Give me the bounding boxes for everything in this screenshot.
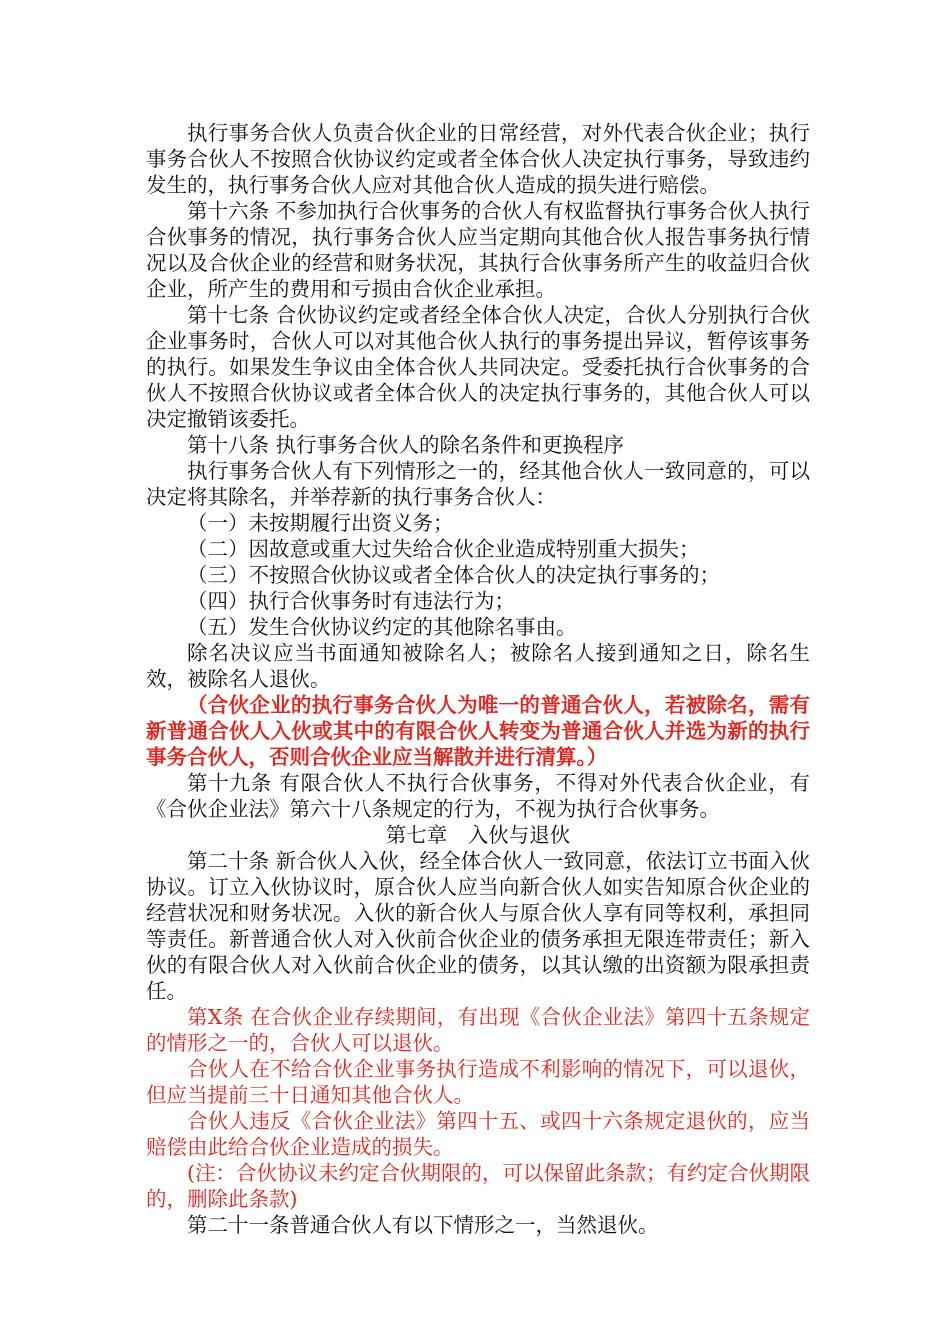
chapter-7-title: 第七章 入伙与退伙 xyxy=(385,823,571,847)
withdrawal-notice: 合伙人在不给合伙企业事务执行造成不利影响的情况下，可以退伙，但应当提前三十日通知其他合伙人。 xyxy=(146,1057,810,1107)
article-21: 第二十一条普通合伙人有以下情形之一，当然退伙。 xyxy=(187,1213,659,1237)
article-17: 第十七条 合伙协议约定或者经全体合伙人决定，合伙人分别执行合伙企业事务时，合伙人可以对其他合伙人执行的事务提出异议，暂停该事务的执行。如果发生争议由全体合伙人共同决定。受委托执行合伙事务的合伙人不按照合伙协议或者全体合伙人的决定执行事务的，其他合伙人可以决定撤销该委托。 xyxy=(146,303,810,431)
withdrawal-breach: 合伙人违反《合伙企业法》第四十五、或四十六条规定退伙的，应当赔偿由此给合伙企业造成的损失。 xyxy=(146,1109,810,1159)
list-item-4: （四）执行合伙事务时有违法行为； xyxy=(187,589,515,613)
paragraph-executing-partner-duties: 执行事务合伙人负责合伙企业的日常经营，对外代表合伙企业；执行事务合伙人不按照合伙协议约定或者全体合伙人决定执行事务，导致违约发生的，执行事务合伙人应对其他合伙人造成的损失进行赔偿。 xyxy=(146,121,810,197)
document-page xyxy=(146,120,810,1238)
removal-resolution: 除名决议应当书面通知被除名人；被除名人接到通知之日，除名生效，被除名人退伙。 xyxy=(146,641,810,691)
list-item-1: （一）未按期履行出资义务； xyxy=(187,511,454,535)
article-18-heading: 第十八条 执行事务合伙人的除名条件和更换程序 xyxy=(187,433,625,457)
article-18-intro: 执行事务合伙人有下列情形之一的，经其他合伙人一致同意的，可以决定将其除名，并举荐新的执行事务合伙人： xyxy=(146,459,810,509)
article-x: 第X条 在合伙企业存续期间，有出现《合伙企业法》第四十五条规定的情形之一的，合伙人可以退伙。 xyxy=(146,1005,810,1055)
list-item-2: （二）因故意或重大过失给合伙企业造成特别重大损失； xyxy=(187,537,700,561)
red-bold-note: （合伙企业的执行事务合伙人为唯一的普通合伙人，若被除名，需有新普通合伙人入伙或其中的有限合伙人转变为普通合伙人并选为新的执行事务合伙人，否则合伙企业应当解散并进行清算。） xyxy=(146,693,810,769)
withdrawal-note: (注：合伙协议未约定合伙期限的，可以保留此条款；有约定合伙期限的，删除此条款) xyxy=(146,1161,810,1211)
article-16: 第十六条 不参加执行合伙事务的合伙人有权监督执行事务合伙人执行合伙事务的情况，执行事务合伙人应当定期向其他合伙人报告事务执行情况以及合伙企业的经营和财务状况，其执行合伙事务所产生的收益归合伙企业，所产生的费用和亏损由合伙企业承担。 xyxy=(146,199,810,301)
article-19: 第十九条 有限合伙人不执行合伙事务，不得对外代表合伙企业，有《合伙企业法》第六十八条规定的行为，不视为执行合伙事务。 xyxy=(146,771,810,821)
article-20: 第二十条 新合伙人入伙，经全体合伙人一致同意，依法订立书面入伙协议。订立入伙协议时，原合伙人应当向新合伙人如实告知原合伙企业的经营状况和财务状况。入伙的新合伙人与原合伙人享有同等权利，承担同等责任。新普通合伙人对入伙前合伙企业的债务承担无限连带责任；新入伙的有限合伙人对入伙前合伙企业的债务，以其认缴的出资额为限承担责任。 xyxy=(146,849,810,1003)
list-item-3: （三）不按照合伙协议或者全体合伙人的决定执行事务的； xyxy=(187,563,720,587)
list-item-5: （五）发生合伙协议约定的其他除名事由。 xyxy=(187,615,577,639)
